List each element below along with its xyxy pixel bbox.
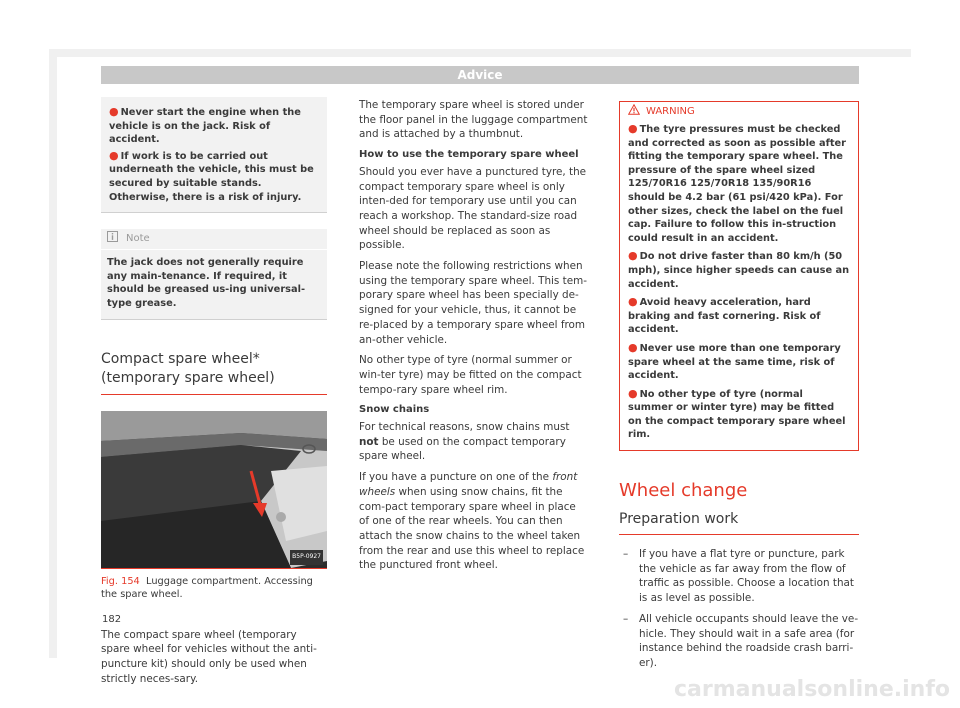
warning-bullet: ● Never use more than one temporary spare wheel at the same time, risk of accident. bbox=[628, 340, 841, 382]
paragraph: No other type of tyre (normal summer or win-ter tyre) may be fitted on the compact tempo-rary spare wheel rim. bbox=[359, 354, 582, 396]
step-item: – If you have a flat tyre or puncture, park the vehicle as far away from the flow of traffic as possible. Choose a location that is as level as possible. bbox=[623, 548, 854, 605]
warning-icon bbox=[628, 104, 640, 115]
warning-bullet: ● Avoid heavy acceleration, hard braking and fast cornering. Risk of accident. bbox=[628, 295, 821, 336]
paragraph: The temporary spare wheel is stored under the floor panel in the luggage compartment and is attached by a thumbnut. bbox=[359, 99, 588, 141]
header-bar: Advice bbox=[101, 66, 859, 84]
section-title-wheel-change: Wheel change bbox=[619, 480, 748, 502]
steps-list bbox=[619, 547, 859, 671]
bullet-icon: ● bbox=[628, 340, 638, 354]
figure-caption bbox=[101, 569, 327, 610]
note-label: Note bbox=[126, 233, 150, 245]
caution-bullet: ● If work is to be carried out underneath the vehicle, this must be secured by suitable stands. Otherwise, there is a risk of injury. bbox=[109, 148, 314, 203]
warning-bullet: ● Do not drive faster than 80 km/h (50 mph), since higher speeds can cause an accident. bbox=[628, 249, 850, 290]
bullet-icon: ● bbox=[109, 148, 119, 162]
subheading-snow-chains: Snow chains bbox=[359, 404, 430, 416]
page-number: 182 bbox=[102, 614, 122, 625]
step-item: – All vehicle occupants should leave the ve-hicle. They should wait in a safe area (for instance behind the roadside crash barri-er). bbox=[623, 612, 859, 669]
bullet-icon: ● bbox=[628, 249, 638, 263]
note-header bbox=[101, 229, 327, 250]
warning-label: WARNING bbox=[646, 106, 695, 117]
dash-icon: – bbox=[623, 612, 629, 625]
caption-text: Luggage compartment. Accessing the spare wheel. bbox=[101, 575, 313, 601]
bullet-icon: ● bbox=[628, 122, 638, 135]
figure-luggage-compartment bbox=[101, 411, 327, 569]
luggage-compartment-image bbox=[101, 411, 327, 568]
watermark: carmanualsonline.info bbox=[674, 677, 950, 702]
paragraph: Should you ever have a punctured tyre, the compact temporary spare wheel is only inten-ded for temporary use until you can reach a workshop. The standard-size road wheel should be replaced as soon as possible. bbox=[359, 165, 587, 252]
column-1 bbox=[101, 97, 327, 693]
subheading-how-to-use: How to use the temporary spare wheel bbox=[359, 149, 579, 161]
column-3 bbox=[619, 101, 859, 677]
warning-box bbox=[619, 101, 859, 451]
warning-bullet: ● No other type of tyre (normal summer or winter tyre) may be fitted on the compact temporary spare wheel rim. bbox=[628, 386, 846, 441]
subsection-title: Preparation work bbox=[619, 509, 859, 535]
caution-bullets-box bbox=[101, 97, 327, 213]
bullet-icon: ● bbox=[628, 386, 638, 400]
info-icon bbox=[107, 231, 118, 242]
bullet-icon: ● bbox=[628, 295, 638, 309]
warning-bullet: ● The tyre pressures must be checked and corrected as soon as possible after fitting the temporary spare wheel. The pressure of the spare wheel sized 125/70R16 125/70R18 135/90R16 should be 4.2 bar (61 psi/420 kPa). For other sizes, check the label on the fuel cap. Failure to follow this in-struction could result in an accident. bbox=[628, 122, 847, 244]
note-box bbox=[101, 229, 327, 319]
paragraph: For technical reasons, snow chains must not be used on the compact temporary spare wheel. bbox=[359, 421, 570, 463]
paragraph: If you have a puncture on one of the front wheels when using snow chains, fit the com-pact temporary spare wheel in place of one of the rear wheels. You can then attach the snow chains to the wheel taken from the rear and use this wheel to replace the punctured front wheel. bbox=[359, 471, 585, 572]
section-title: Compact spare wheel* (temporary spare wheel) bbox=[101, 350, 327, 395]
body-text: The compact spare wheel (temporary spare wheel for vehicles without the anti-puncture kit) should only be used when strictly neces-sary. bbox=[101, 628, 317, 685]
figure-code: B5P-0927 bbox=[290, 550, 323, 565]
warning-header bbox=[620, 102, 858, 122]
column-2 bbox=[359, 98, 589, 579]
caution-bullet: ● Never start the engine when the vehicle is on the jack. Risk of accident. bbox=[109, 105, 301, 146]
dash-icon: – bbox=[623, 548, 629, 561]
note-text: The jack does not generally require any main-tenance. If required, it should be greased us-ing universal-type grease. bbox=[107, 257, 306, 309]
bullet-icon: ● bbox=[109, 105, 119, 118]
figure-label: Fig. 154 bbox=[101, 575, 140, 587]
paragraph: Please note the following restrictions when using the temporary spare wheel. This tem-porary spare wheel has been specially de-signed for your vehicle, thus, it cannot be re-placed by a temporary spare wheel from an-other vehicle. bbox=[359, 260, 587, 346]
